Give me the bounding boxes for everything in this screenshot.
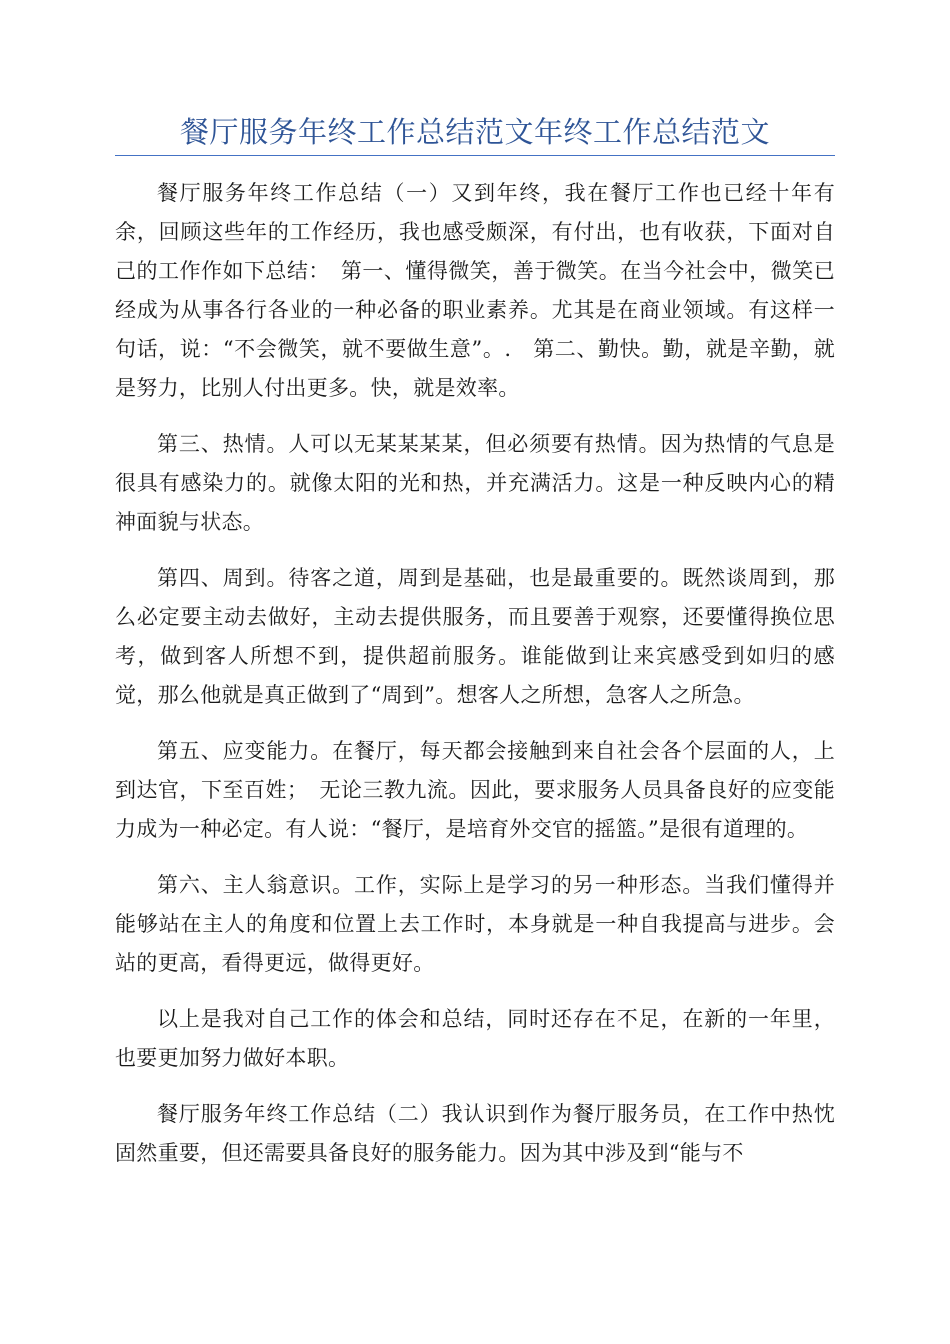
paragraph-summary-one-intro: 餐厅服务年终工作总结（一）又到年终，我在餐厅工作也已经十年有余，回顾这些年的工作经历，我也感受颇深，有付出，也有收获，下面对自己的工作作如下总结： 第一、懂得微笑，善于微笑。在当今社会中，微笑已经成为从事各行各业的一种必备的职业素养。尤其是在商业领域。有这样一句话，说：“不会微笑，就不要做生意”。. 第二、勤快。勤，就是辛勤，就是努力，比别人付出更多。快，就是效率。 xyxy=(115,181,835,400)
title-underline xyxy=(115,155,835,156)
paragraph-thoroughness: 第四、周到。待客之道，周到是基础，也是最重要的。既然谈周到，那么必定要主动去做好，主动去提供服务，而且要善于观察，还要懂得换位思考，做到客人所想不到，提供超前服务。谁能做到让来宾感受到如归的感觉，那么他就是真正做到了“周到”。想客人之所想，急客人之所急。 xyxy=(115,566,835,707)
paragraph-conclusion: 以上是我对自己工作的体会和总结，同时还存在不足，在新的一年里，也要更加努力做好本职。 xyxy=(115,1007,835,1070)
paragraph-ownership: 第六、主人翁意识。工作，实际上是学习的另一种形态。当我们懂得并能够站在主人的角度和位置上去工作时，本身就是一种自我提高与进步。会站的更高，看得更远，做得更好。 xyxy=(115,873,835,975)
document-title: 餐厅服务年终工作总结范文年终工作总结范文 xyxy=(179,115,770,149)
paragraph-enthusiasm: 第三、热情。人可以无某某某某，但必须要有热情。因为热情的气息是很具有感染力的。就像太阳的光和热，并充满活力。这是一种反映内心的精神面貌与状态。 xyxy=(115,432,835,534)
document-body xyxy=(115,174,835,1190)
paragraph-adaptability: 第五、应变能力。在餐厅，每天都会接触到来自社会各个层面的人，上到达官，下至百姓； 无论三教九流。因此，要求服务人员具备良好的应变能力成为一种必定。有人说：“餐厅，是培育外交官的摇篮。”是很有道理的。 xyxy=(115,739,835,841)
paragraph-summary-two-intro: 餐厅服务年终工作总结（二）我认识到作为餐厅服务员，在工作中热忱固然重要，但还需要具备良好的服务能力。因为其中涉及到“能与不 xyxy=(115,1102,835,1165)
